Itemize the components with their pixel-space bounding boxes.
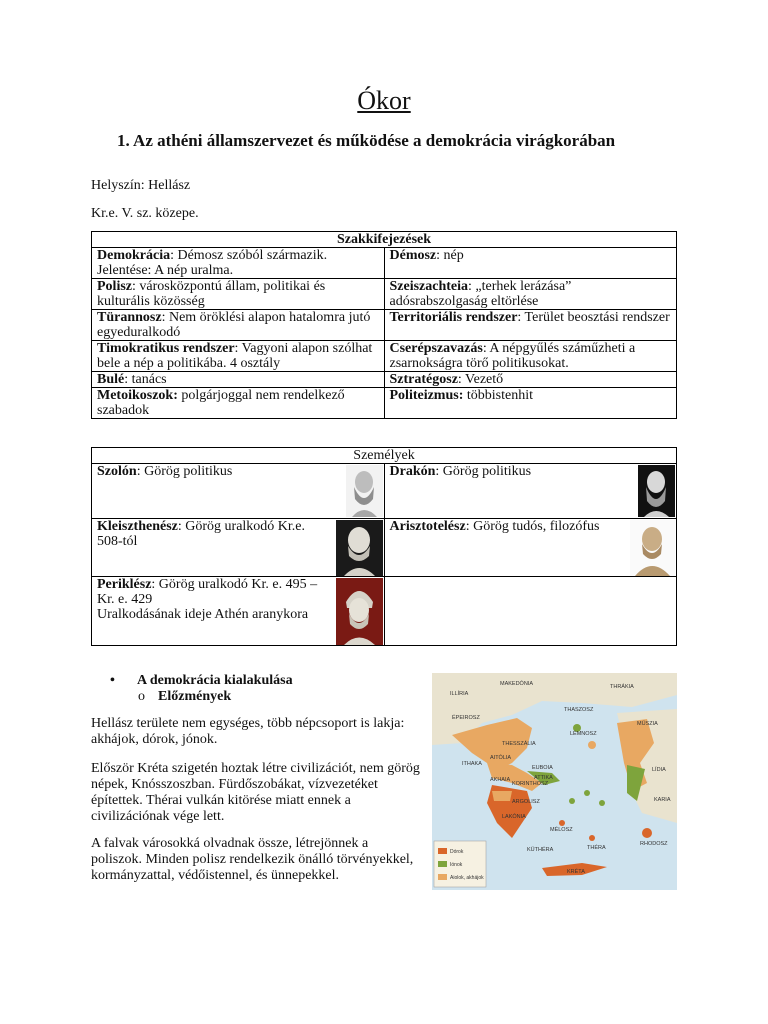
map-label: RHODOSZ [640,841,668,847]
map-label: MAKEDÓNIA [500,681,534,687]
time-text: Kr.e. V. sz. közepe. [91,206,199,221]
persons-table [91,447,677,646]
paragraph: A falvak városokká olvadnak össze, létrejönnek a poliszok. Minden polisz rendelkezik önálló törvényekkel, kormányzattal, védőistennel, és ünnepekkel. [91,836,414,883]
term-cell [92,372,385,388]
map-label: LÍDIA [652,767,666,773]
term-def: : Vagyoni alapon szólhat bele a nép a politikába. 4 osztály [97,341,373,371]
term-name: Sztratégosz [389,372,458,387]
map-label: LÉMNOSZ [570,731,597,737]
map-label: MÉLOSZ [550,827,573,833]
aristotle-portrait-image [630,520,675,576]
bullet-main: A demokrácia kialakulása [137,673,293,688]
term-def: : tanács [124,372,167,387]
empty-cell [384,577,677,646]
sub-bullet-label: Előzmények [158,689,232,704]
map-label: KRÉTA [567,869,585,875]
table-row [92,464,677,519]
map-label: ATTIKA [534,775,553,781]
person-cell [92,519,385,577]
table-row [92,388,677,419]
term-cell [92,279,385,310]
term-name: Demokrácia [97,248,171,263]
term-def: : „terhek lerázása” adósrabszolgaság eltörlése [389,279,572,309]
person-desc: : Görög tudós, filozófus [465,519,600,534]
map-island [569,798,575,804]
term-cell [384,388,677,419]
term-name: Türannosz [97,310,162,325]
map-thera [589,835,595,841]
map-label: AKHAIA [490,777,511,783]
term-name: Politeizmus: [389,388,464,403]
map-label: THRÁKIA [610,684,634,690]
person-name: Szolón [97,464,137,479]
map-melos [559,820,565,826]
map-label: ILLÍRIA [450,691,469,697]
term-def: : A népgyűlés száműzheti a zsarnokságra törő politikusokat. [389,341,636,371]
map-island [588,741,596,749]
table-row [92,341,677,372]
term-name: Polisz [97,279,132,294]
term-cell [92,248,385,279]
person-name: Drakón [389,464,436,479]
greece-map-image [432,673,677,890]
term-def: : Vezető [457,372,504,387]
sub-bullet-item [110,689,293,705]
term-name: Démosz [389,248,437,263]
kleisthenes-portrait-image [336,520,383,576]
person-name: Arisztotelész [389,519,466,534]
map-legend [434,841,486,887]
section-heading: 1. Az athéni államszervezet és működése a demokrácia virágkorában [117,131,616,150]
place-text: Helyszín: Hellász [91,178,191,193]
term-def: : Nem öröklési alapon hatalomra jutó egyeduralkodó [97,310,371,340]
map-label: AITÓLIA [490,755,512,761]
map-label: THÉRA [587,845,606,851]
term-def: : városközpontú állam, politikai és kulturális közösség [97,279,326,309]
table-row [92,248,677,279]
person-desc: : Görög politikus [435,464,532,479]
map-label: EUBOIA [532,765,553,771]
bullet-list [110,673,293,705]
term-def: többistenhit [463,388,533,403]
terms-table-header: Szakkifejezések [92,232,677,248]
person-desc: : Görög uralkodó Kr. e. 495 – Kr. e. 429 [97,577,318,607]
term-def: : nép [436,248,464,263]
term-def: polgárjoggal nem rendelkező szabadok [97,388,345,418]
persons-table-header: Személyek [92,448,677,464]
term-cell [384,372,677,388]
person-name: Periklész [97,577,152,592]
legend-label: Dórok [450,849,464,855]
map-rhodes [642,828,652,838]
map-label: THESSZÁLIA [502,741,536,747]
map-island [599,800,605,806]
person-cell [384,464,677,519]
map-akhaia [492,791,512,801]
term-name: Cserépszavazás [389,341,483,356]
term-name: Territoriális rendszer [389,310,518,325]
map-label: ITHAKA [462,761,482,767]
map-label: ÉPEIROSZ [452,715,480,721]
term-cell [92,341,385,372]
solon-portrait-image [346,465,383,517]
term-cell [384,310,677,341]
paragraph: Először Kréta szigetén hoztak létre civilizációt, nem görög népek, Knósszoszban. Fürdőszobákat, vízvezetéket építettek. Thérai vulkán kitörése miatt ennek a civilizációnak vége lett. [91,761,420,824]
term-name: Metoikoszok: [97,388,178,403]
term-name: Bulé [97,372,125,387]
person-cell [92,464,385,519]
map-label: THASZOSZ [564,707,594,713]
person-name: Kleiszthenész [97,519,178,534]
person-desc: : Görög uralkodó Kr.e. 508-tól [97,519,306,549]
map-label: KARIA [654,797,671,803]
table-row [92,372,677,388]
term-cell [92,388,385,419]
term-cell [384,341,677,372]
term-cell [92,310,385,341]
pericles-portrait-image [336,578,383,645]
term-cell [384,279,677,310]
page-title: Ókor [357,86,411,115]
sub-bullet-marker: o [138,689,145,704]
drakon-portrait-image [638,465,675,517]
term-def: : Terület beosztási rendszer [517,310,670,325]
term-def: : Démosz szóból származik. Jelentése: A nép uralma. [97,248,328,278]
person-cell [384,519,677,577]
table-row [92,577,677,646]
term-name: Timokratikus rendszer [97,341,235,356]
person-extra: Uralkodásának ideje Athén aranykora [97,607,309,622]
table-row [92,519,677,577]
map-label: MÜSZIA [637,721,658,727]
person-cell [92,577,385,646]
map-label: ARGOLISZ [512,799,540,805]
bullet-item: • A demokrácia kialakulása [110,673,293,688]
table-row [92,279,677,310]
paragraph: Hellász területe nem egységes, több népcsoport is lakja: akhájok, dórok, jónok. [91,716,405,747]
person-desc: : Görög politikus [136,464,233,479]
map-island [584,790,590,796]
table-row [92,310,677,341]
term-name: Szeiszachteia [389,279,469,294]
terms-table [91,231,677,419]
term-cell [384,248,677,279]
legend-label: Iónok [450,862,463,868]
map-label: KORINTHOSZ [512,781,549,787]
legend-label: Aiolok, akhájok [450,875,484,881]
map-label: KÜTHÉRA [527,847,554,853]
map-label: LAKÓNIA [502,814,526,820]
